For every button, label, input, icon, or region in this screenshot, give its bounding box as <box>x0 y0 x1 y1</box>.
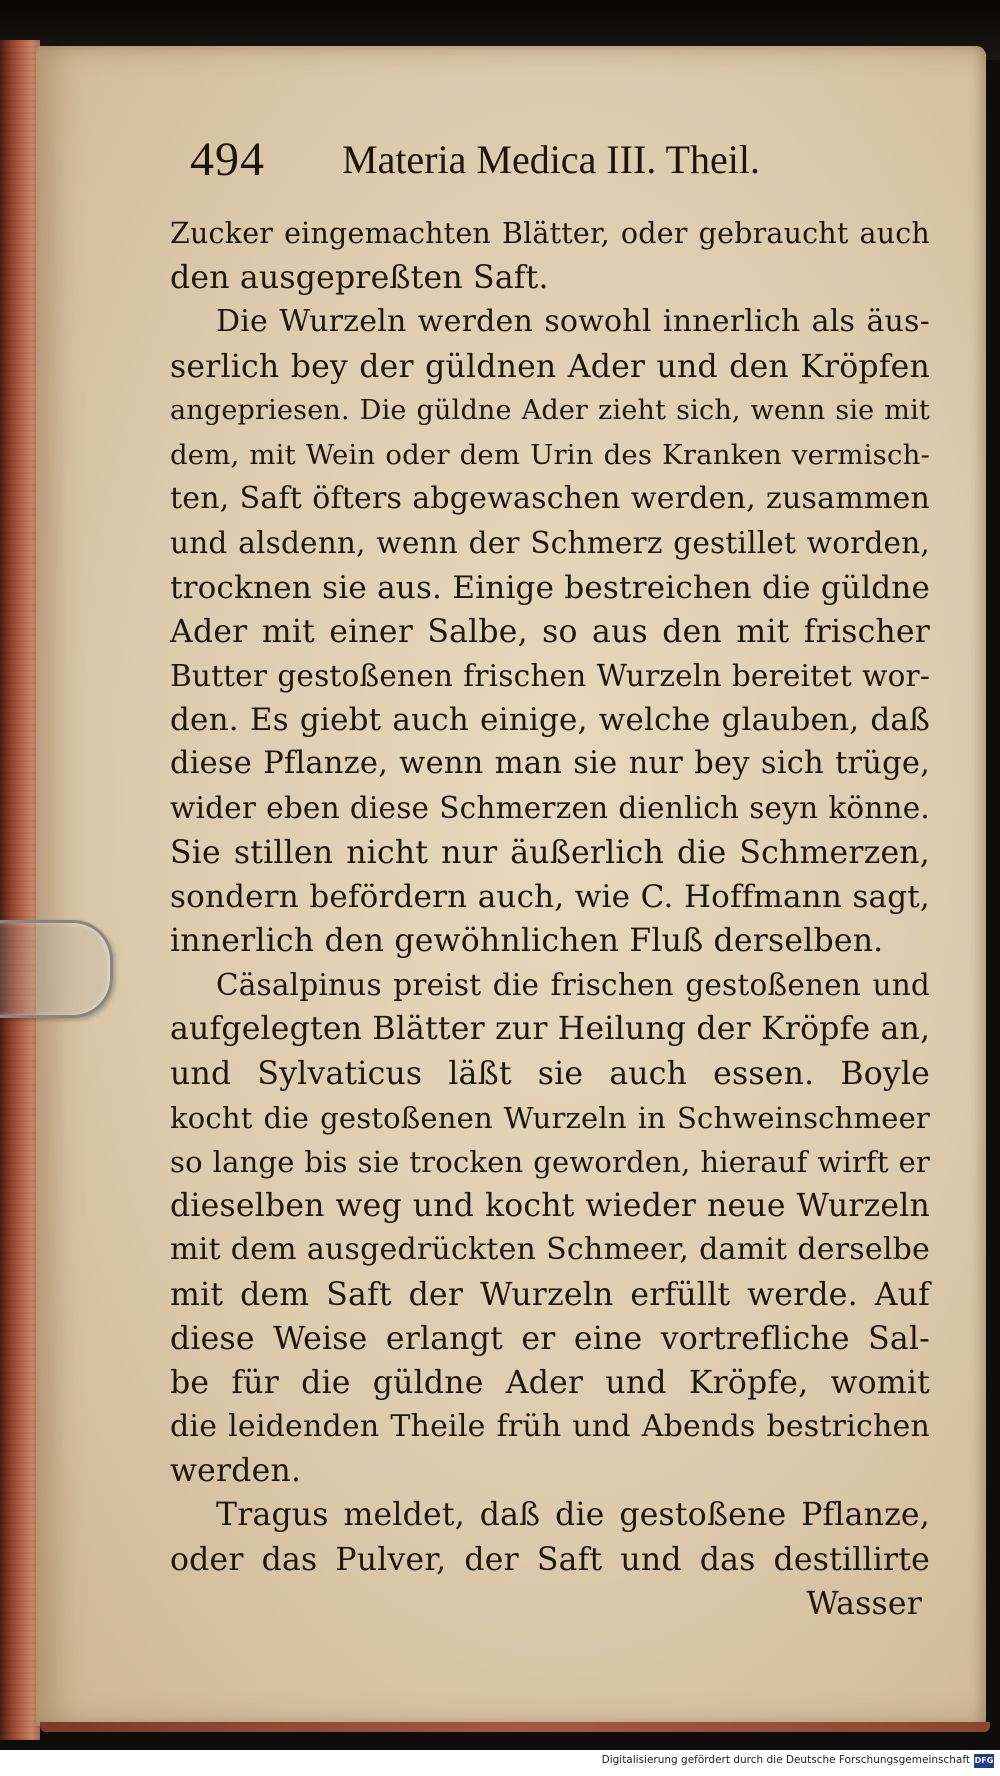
page-clip-icon <box>0 920 113 1018</box>
text-line: angepriesen. Die güldne Ader zieht sich, wenn sie mit <box>170 394 930 426</box>
page-header <box>190 132 950 202</box>
text-line: und alsdenn, wenn der Schmerz gestillet worden, <box>170 526 930 561</box>
text-line: diese Pflanze, wenn man sie nur bey sich trüge, <box>170 746 930 782</box>
text-line: aufgelegten Blätter zur Heilung der Kröpfe an, <box>170 1011 931 1048</box>
text-line: die leidenden Theile früh und Abends bestrichen <box>170 1409 930 1445</box>
footer-credit: Digitalisierung gefördert durch die Deutsche Forschungsgemeinschaft <box>601 1754 970 1766</box>
catchword: Wasser <box>806 1585 922 1622</box>
text-line: Die Wurzeln werden sowohl innerlich als äus- <box>216 304 930 340</box>
text-line: trocknen sie aus. Einige bestreichen die güldne <box>170 569 930 606</box>
digitization-footer <box>0 1750 1000 1776</box>
text-line: Cäsalpinus preist die frischen gestoßenen und <box>216 968 930 1003</box>
text-line: kocht die gestoßenen Wurzeln in Schweinschmeer <box>170 1100 930 1135</box>
text-line: innerlich den gewöhnlichen Fluß derselben. <box>170 923 884 959</box>
text-line: Zucker eingemachten Blätter, oder gebraucht auch <box>170 217 930 250</box>
book-page-edges <box>0 40 40 1740</box>
text-line: dem, mit Wein oder dem Urin des Kranken vermisch- <box>170 438 930 471</box>
text-line: ten, Saft öfters abgewaschen werden, zusammen <box>170 481 930 517</box>
text-line: Butter gestoßenen frischen Wurzeln bereitet wor- <box>170 658 930 693</box>
text-line: wider eben diese Schmerzen dienlich seyn könne. <box>170 791 930 826</box>
text-line: diese Weise erlangt er eine vortrefliche Sal- <box>170 1320 930 1357</box>
running-title: Materia Medica III. Theil. <box>342 137 760 182</box>
text-line: den. Es giebt auch einige, welche glauben, daß <box>170 702 930 739</box>
text-line: so lange bis sie trocken geworden, hierauf wirft er <box>170 1144 930 1179</box>
text-line: dieselben weg und kocht wieder neue Wurzeln <box>170 1188 930 1225</box>
text-line: den ausgepreßten Saft. <box>170 260 549 297</box>
text-line: Tragus meldet, daß die gestoßene Pflanze, <box>216 1497 930 1534</box>
text-line: serlich bey der güldnen Ader und den Kröpfen <box>170 348 930 385</box>
text-line: oder das Pulver, der Saft und das destillirte <box>170 1541 930 1578</box>
page-number: 494 <box>190 133 265 186</box>
page-body-text <box>170 212 930 1626</box>
text-line: mit dem ausgedrückten Schmeer, damit derselbe <box>170 1232 930 1268</box>
text-line: be für die güldne Ader und Kröpfe, womit <box>170 1364 930 1401</box>
text-line: Ader mit einer Salbe, so aus den mit frischer <box>170 613 930 650</box>
text-line: und Sylvaticus läßt sie auch essen. Boyle <box>170 1055 930 1092</box>
text-line: Sie stillen nicht nur äußerlich die Schmerzen, <box>170 834 930 871</box>
book-bottom-edge <box>40 1722 990 1732</box>
dfg-logo-icon: DFG <box>974 1754 994 1768</box>
text-line: mit dem Saft der Wurzeln erfüllt werde. Auf <box>170 1276 930 1313</box>
text-line: sondern befördern auch, wie C. Hoffmann sagt, <box>170 878 930 915</box>
text-line: werden. <box>170 1453 302 1490</box>
